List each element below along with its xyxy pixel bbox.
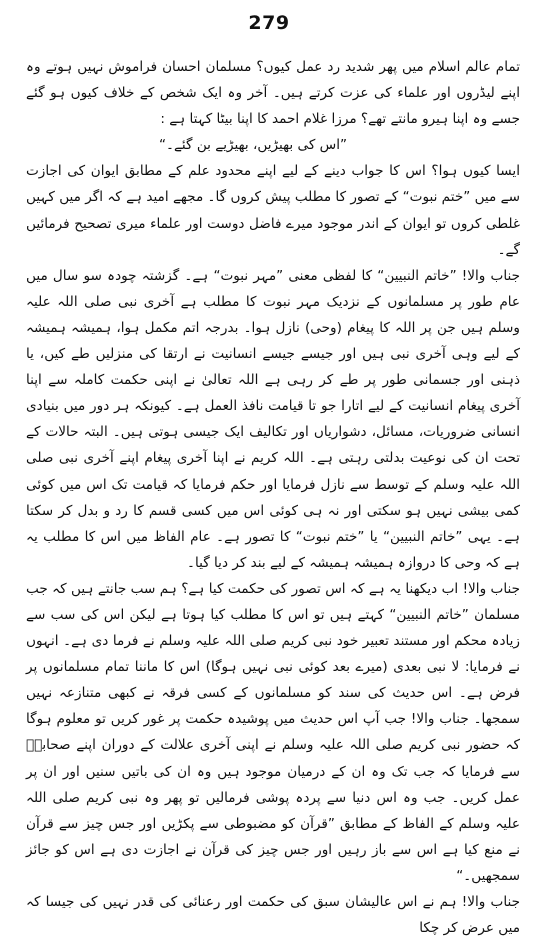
paragraph-4: جناب والا! ”خاتم النبیین“ کا لفظی معنی ”مہر نبوت“ ہے۔ گزشتہ چودہ سو سال میں عام طور پر مسلمانوں کے نزدیک مہر نبوت کا مطلب ہے آخری نبی صلی اللہ علیہ وسلم ہیں جن پر اللہ کا پیغام (وحی) نازل ہوا۔ بدرجہ اتم مکمل ہوا، ہمیشہ ہمیشہ کے لیے وہی آخری نبی ہیں اور جیسے جیسے انسانیت نے ارتقا کی منزلیں طے کیں، یا ذہنی اور جسمانی طور پر طے کر رہی ہے اللہ تعالیٰ نے اپنی حکمت کاملہ سے اپنا آخری پیغام انسانیت کے لیے اتارا جو تا قیامت نافذ العمل ہے۔ کیونکہ ہر دور میں بنیادی انسانی ضروریات، مسائل، دشواریاں اور تکالیف ایک جیسی ہوتی ہیں۔ البتہ حالات کے تحت ان کی نوعیت بدلتی رہتی ہے۔ اللہ کریم نے اپنا آخری پیغام اپنے آخری نبی صلی اللہ علیہ وسلم کے توسط سے نازل فرمایا اور حکم فرمایا کہ قیامت تک اس میں کوئی کمی بیشی نہیں ہو سکتی اور نہ ہی کوئی اس میں کسی قسم کا رد و بدل کر سکتا ہے۔ یہی ”خاتم النبیین“ یا ”ختم نبوت“ کا تصور ہے۔ عام الفاظ میں اس کا مطلب یہ ہے کہ وحی کا دروازہ ہمیشہ ہمیشہ کے لیے بند کر دیا گیا۔	[26, 267, 520, 571]
paragraph-1: تمام عالم اسلام میں پھر شدید رد عمل کیوں؟ مسلمان احسان فراموش نہیں ہوتے وہ اپنے لیڈروں اور علماء کی عزت کرتے ہیں۔ آخر وہ ایک شخص کے خلاف کیوں ہو گئے جسے وہ اپنا ہیرو مانتے تھے؟ مرزا غلام احمد کا اپنا بیٹا کہتا ہے :	[26, 59, 520, 128]
document-body	[26, 54, 520, 941]
paragraph-5: جناب والا! اب دیکھنا یہ ہے کہ اس تصور کی حکمت کیا ہے؟ ہم سب جانتے ہیں کہ جب مسلمان ”خاتم النبیین“ کہتے ہیں تو اس کا مطلب کیا ہوتا ہے لیکن اس کی سب سے زیادہ محکم اور مستند تعبیر خود نبی کریم صلی اللہ علیہ وسلم نے فرما دی ہے۔ انہوں نے فرمایا: لا نبی بعدی (میرے بعد کوئی نبی نہیں ہوگا) اس کا ماننا تمام مسلمانوں پر فرض ہے۔ اس حدیث کی سند کو مسلمانوں کے کسی فرقہ نے کبھی متنازعہ نہیں سمجھا۔ جناب والا! جب آپ اس حدیث میں پوشیدہ حکمت پر غور کریں تو معلوم ہوگا کہ حضور نبی کریم صلی اللہ علیہ وسلم نے اپنی آخری علالت کے دوران اپنے صحابہؓ سے فرمایا کہ جب تک وہ ان کے درمیان موجود ہیں وہ ان کی باتیں سنیں اور ان پر عمل کریں۔ جب وہ اس دنیا سے پردہ پوشی فرمالیں تو پھر وہ نبی کریم صلی اللہ علیہ وسلم کے الفاظ کے مطابق ”قرآن کو مضبوطی سے پکڑیں اور جس چیز سے قرآن نے منع کیا ہے اس سے باز رہیں اور جس چیز کی قرآن نے اجازت دی ہے اس کو جائز سمجھیں۔“	[26, 580, 520, 884]
quote-paragraph: ”اس کی بھیڑیں، بھیڑیے بن گئے۔“	[158, 137, 348, 154]
paragraph-3: ایسا کیوں ہوا؟ اس کا جواب دینے کے لیے اپنے محدود علم کے مطابق ایوان کی اجازت سے میں ”ختم نبوت“ کے تصور کا مطلب پیش کروں گا۔ مجھے امید ہے کہ اگر میں کہیں غلطی کروں تو ایوان کے اندر موجود میرے فاضل دوست اور علماء میری تصحیح فرمائیں گے۔	[25, 163, 520, 258]
page-number: 279	[248, 12, 290, 34]
paragraph-6: جناب والا! ہم نے اس عالیشان سبق کی حکمت اور رعنائی کی قدر نہیں کی جیسا کہ میں عرض کر چکا	[26, 894, 520, 937]
